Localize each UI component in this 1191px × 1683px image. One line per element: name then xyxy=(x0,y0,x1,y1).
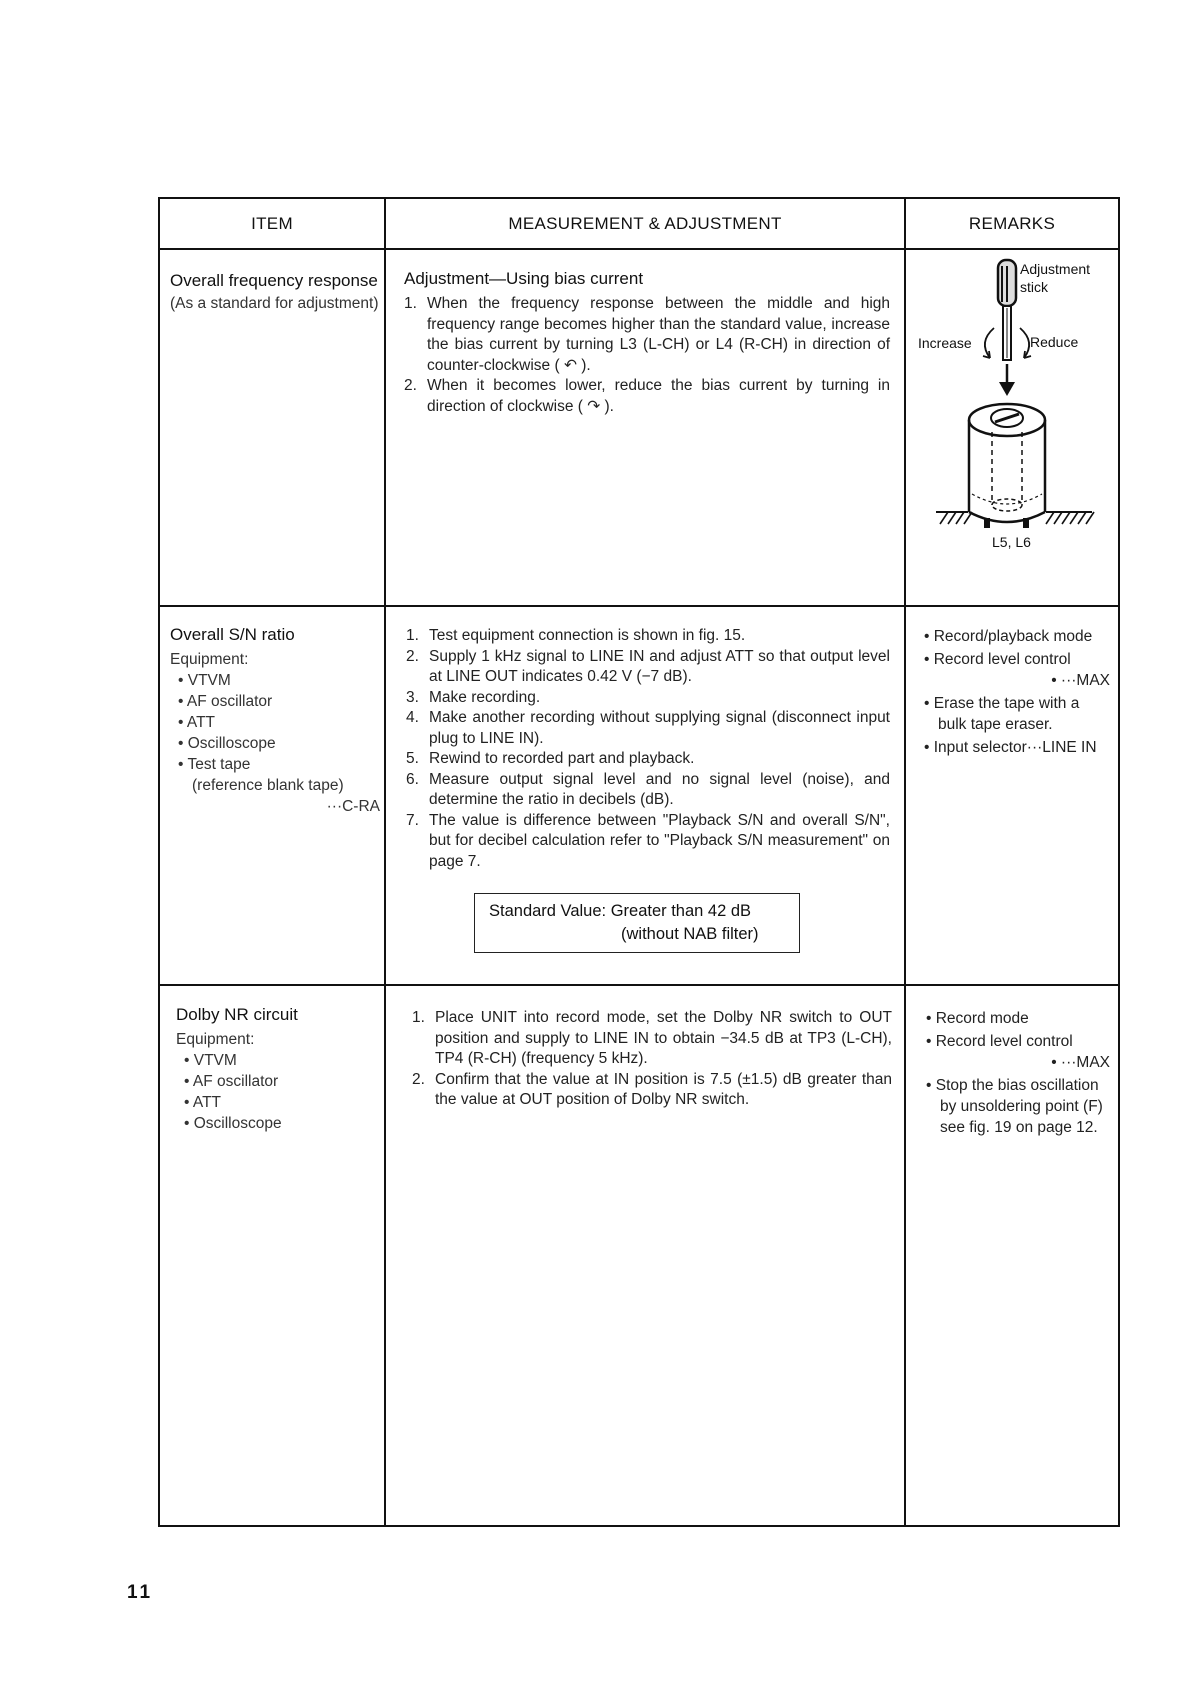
list-item: • Oscilloscope xyxy=(176,1113,382,1134)
column-divider-1 xyxy=(384,197,386,1527)
row3-equipment-list xyxy=(176,1050,382,1134)
reduce-label: Reduce xyxy=(1030,334,1079,350)
list-item: • AF oscillator xyxy=(176,1071,382,1092)
list-item: 1. When the frequency response between the middle and high frequency range becomes higher than the standard value, increase the bias current by turning L3 (L-CH) or L4 (R-CH) in direction of counter-clockwise ( ↶ ). xyxy=(404,295,890,374)
list-item: 3. Make recording. xyxy=(406,688,541,706)
row1-item-title: Overall frequency response xyxy=(170,271,378,290)
stick-label: stick xyxy=(1020,279,1048,295)
row3-item-title: Dolby NR circuit xyxy=(176,1005,298,1024)
list-item: • Record level control xyxy=(926,1031,1110,1052)
row2-remarks-list xyxy=(924,626,1110,758)
remark-tail: • ···MAX xyxy=(926,1052,1110,1073)
standard-value-line-1: Standard Value: Greater than 42 dB xyxy=(489,902,752,920)
list-item: • ATT xyxy=(170,712,382,733)
row2-item-cell xyxy=(170,625,382,817)
list-item: 6. Measure output signal level and no signal level (noise), and determine the ratio in decibels (dB). xyxy=(406,770,890,808)
list-item: 5. Rewind to recorded part and playback. xyxy=(406,750,695,767)
list-item: 7. The value is difference between "Playback S/N and overall S/N", but for decibel calculation refer to "Playback S/N measurement" on page 7. xyxy=(406,811,890,870)
standard-value-line-2: (without NAB filter) xyxy=(621,925,759,943)
list-item: • Record mode xyxy=(926,1008,1110,1029)
list-item: 1. Test equipment connection is shown in fig. 15. xyxy=(406,627,746,644)
row-divider-2 xyxy=(158,984,1120,986)
list-item: • Stop the bias oscillation by unsoldering point (F) see fig. 19 on page 12. xyxy=(926,1075,1110,1138)
row2-remarks-cell xyxy=(924,626,1110,760)
row2-steps xyxy=(406,626,890,872)
row3-steps xyxy=(412,1008,892,1111)
coil-adjustment-diagram xyxy=(906,250,1118,605)
list-item: • Record level control xyxy=(924,649,1110,670)
part-label: L5, L6 xyxy=(992,534,1031,550)
row2-equipment-label: Equipment: xyxy=(170,651,249,668)
row1-item-cell xyxy=(170,271,380,314)
adjustment-label: Adjustment xyxy=(1020,261,1091,277)
down-arrow-icon xyxy=(999,382,1015,396)
row3-remarks-cell xyxy=(926,1008,1110,1140)
list-item: • Input selector···LINE IN xyxy=(924,737,1110,758)
row2-equipment-list xyxy=(170,670,382,775)
list-item: • Oscilloscope xyxy=(170,733,382,754)
row1-remarks-cell xyxy=(906,250,1118,605)
row1-steps xyxy=(404,294,890,417)
page-number: 11 xyxy=(127,1582,154,1603)
list-item: 2. Supply 1 kHz signal to LINE IN and adjust ATT so that output level at LINE OUT indicates 0.42 V (−7 dB). xyxy=(406,647,890,685)
list-item: • Erase the tape with a bulk tape eraser. xyxy=(924,693,1110,735)
header-measurement: MEASUREMENT & ADJUSTMENT xyxy=(508,214,782,233)
row-divider-1 xyxy=(158,605,1120,607)
list-item: 2. When it becomes lower, reduce the bias current by turning in direction of clockwise ( ↷ ). xyxy=(404,377,890,415)
row3-remarks-list xyxy=(926,1008,1110,1138)
row1-measurement-title: Adjustment—Using bias current xyxy=(404,269,644,288)
row3-item-cell xyxy=(176,1005,382,1134)
list-item: • Record/playback mode xyxy=(924,626,1110,647)
row2-tape-note: (reference blank tape) xyxy=(192,777,344,794)
list-item: 2. Confirm that the value at IN position is 7.5 (±1.5) dB greater than the value at OUT position of Dolby NR switch. xyxy=(412,1070,892,1108)
increase-label: Increase xyxy=(918,335,972,351)
remark-tail: • ···MAX xyxy=(924,670,1110,691)
list-item: 1. Place UNIT into record mode, set the Dolby NR switch to OUT position and supply to LINE IN to obtain −34.5 dB at TP3 (L-CH), TP4 (R-CH) (frequency 5 kHz). xyxy=(412,1009,892,1067)
row3-measurement-cell xyxy=(412,1008,892,1111)
list-item: • ATT xyxy=(176,1092,382,1113)
row1-measurement-cell xyxy=(404,269,890,417)
row1-item-sub: (As a standard for adjustment) xyxy=(170,295,379,312)
list-item: • VTVM xyxy=(170,670,382,691)
header-remarks: REMARKS xyxy=(968,214,1056,233)
header-item: ITEM xyxy=(251,214,293,233)
list-item: • VTVM xyxy=(176,1050,382,1071)
row2-measurement-cell xyxy=(406,626,890,872)
standard-value-box xyxy=(474,893,800,953)
row2-item-title: Overall S/N ratio xyxy=(170,625,295,644)
list-item: 4. Make another recording without supplying signal (disconnect input plug to LINE IN). xyxy=(406,709,890,747)
list-item: • Test tape xyxy=(170,754,382,775)
list-item: • AF oscillator xyxy=(170,691,382,712)
row3-equipment-label: Equipment: xyxy=(176,1031,255,1048)
row2-tape-code: ···C-RA xyxy=(326,798,380,815)
